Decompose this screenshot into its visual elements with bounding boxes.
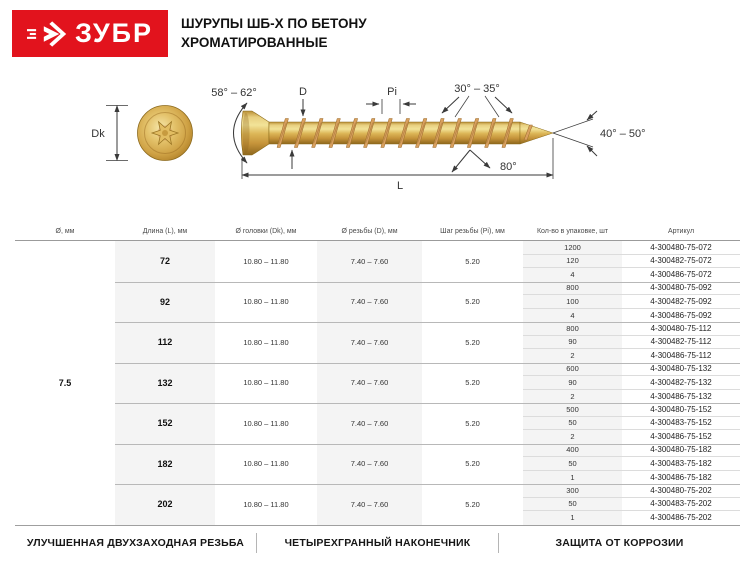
thread-diameter-value: 7.40 – 7.60 bbox=[350, 418, 389, 428]
table-row bbox=[523, 255, 740, 269]
pack-qty-value: 1200 bbox=[564, 242, 581, 252]
d-label: D bbox=[299, 86, 307, 98]
lower-angle-label: 80° bbox=[500, 161, 517, 173]
thread-angle-label: 30° – 35° bbox=[454, 83, 500, 95]
length-value: 72 bbox=[159, 256, 170, 267]
sku-value: 4-300480-75-112 bbox=[650, 323, 712, 333]
thread-angle-dimension bbox=[442, 96, 512, 117]
pack-rows bbox=[523, 282, 740, 323]
table-row bbox=[523, 403, 740, 417]
col-header-length: Длина (L), мм bbox=[142, 227, 188, 235]
pack-qty-value: 50 bbox=[568, 499, 577, 509]
pack-qty-value: 120 bbox=[566, 256, 579, 266]
head-diameter-value: 10.80 – 11.80 bbox=[243, 459, 289, 469]
length-value: 112 bbox=[157, 337, 173, 348]
pack-qty-value: 100 bbox=[566, 296, 579, 306]
table-row bbox=[523, 309, 740, 323]
length-value: 202 bbox=[157, 499, 173, 510]
pack-qty-value: 800 bbox=[566, 283, 579, 293]
pack-qty-value: 50 bbox=[568, 458, 577, 468]
pack-rows bbox=[523, 363, 740, 404]
pack-qty-value: 50 bbox=[568, 418, 577, 428]
col-header-pack-qty: Кол-во в упаковке, шт bbox=[536, 227, 609, 235]
length-value: 182 bbox=[157, 458, 173, 469]
pack-qty-value: 4 bbox=[570, 270, 575, 280]
thread-diameter-value: 7.40 – 7.60 bbox=[350, 297, 389, 307]
sku-value: 4-300486-75-132 bbox=[650, 391, 712, 401]
pack-rows bbox=[523, 484, 740, 525]
thread-diameter-value: 7.40 – 7.60 bbox=[350, 337, 389, 347]
table-row bbox=[523, 390, 740, 404]
sku-value: 4-300482-75-072 bbox=[650, 256, 712, 266]
head-diameter-value: 10.80 – 11.80 bbox=[243, 418, 289, 428]
sku-value: 4-300483-75-152 bbox=[650, 418, 712, 428]
sku-value: 4-300482-75-092 bbox=[650, 296, 712, 306]
table-row bbox=[523, 484, 740, 498]
pack-rows bbox=[523, 322, 740, 363]
screw-side-view bbox=[241, 111, 553, 155]
table-row bbox=[523, 430, 740, 444]
diameter-value: 7.5 bbox=[58, 377, 72, 388]
table-row bbox=[523, 295, 740, 309]
pack-qty-value: 2 bbox=[570, 432, 575, 442]
pack-rows bbox=[523, 403, 740, 444]
pack-qty-value: 800 bbox=[566, 323, 579, 333]
size-group bbox=[115, 444, 740, 485]
thread-diameter-value: 7.40 – 7.60 bbox=[350, 499, 389, 509]
pack-qty-value: 1 bbox=[570, 472, 575, 482]
pack-rows bbox=[523, 444, 740, 485]
page-title-line1: ШУРУПЫ ШБ-Х ПО БЕТОНУ bbox=[181, 16, 367, 31]
pack-qty-value: 2 bbox=[570, 391, 575, 401]
feature-bar bbox=[15, 524, 740, 562]
pitch-value: 5.20 bbox=[465, 337, 480, 347]
length-value: 132 bbox=[157, 377, 173, 388]
size-group bbox=[115, 484, 740, 525]
sku-value: 4-300486-75-202 bbox=[650, 513, 712, 523]
tip-angle-label: 40° – 50° bbox=[600, 128, 646, 140]
head-angle-label: 58° – 62° bbox=[211, 87, 257, 99]
zubr-arrow-icon bbox=[27, 17, 69, 51]
pack-qty-value: 500 bbox=[566, 404, 579, 414]
pack-qty-value: 4 bbox=[570, 310, 575, 320]
sku-value: 4-300486-75-112 bbox=[650, 351, 712, 361]
lower-angle-dimension bbox=[452, 150, 490, 172]
size-group bbox=[115, 241, 740, 282]
col-header-sku: Артикул bbox=[667, 227, 695, 235]
pack-qty-value: 90 bbox=[568, 377, 577, 387]
table-row bbox=[523, 336, 740, 350]
sku-value: 4-300486-75-092 bbox=[650, 310, 712, 320]
pitch-value: 5.20 bbox=[465, 418, 480, 428]
sku-value: 4-300482-75-112 bbox=[650, 337, 712, 347]
page-title-line2: ХРОМАТИРОВАННЫЕ bbox=[181, 35, 328, 50]
head-diameter-value: 10.80 – 11.80 bbox=[243, 297, 289, 307]
table-row bbox=[523, 511, 740, 525]
size-group bbox=[115, 282, 740, 323]
head-diameter-value: 10.80 – 11.80 bbox=[243, 337, 289, 347]
head-diameter-value: 10.80 – 11.80 bbox=[243, 499, 289, 509]
page-title bbox=[181, 14, 367, 52]
table-row bbox=[523, 498, 740, 512]
pi-dimension bbox=[366, 99, 416, 114]
thread-diameter-value: 7.40 – 7.60 bbox=[350, 378, 389, 388]
brand-name: ЗУБР bbox=[74, 18, 154, 48]
thread-diameter-value: 7.40 – 7.60 bbox=[350, 256, 389, 266]
pack-qty-value: 90 bbox=[568, 337, 577, 347]
screw-head-top-view bbox=[138, 106, 193, 161]
size-group bbox=[115, 322, 740, 363]
feature-tip: ЧЕТЫРЕХГРАННЫЙ НАКОНЕЧНИК bbox=[284, 537, 471, 549]
col-header-thread-d: Ø резьбы (D), мм bbox=[341, 227, 398, 235]
table-row bbox=[523, 457, 740, 471]
brand-logo bbox=[12, 10, 168, 57]
table-row bbox=[523, 417, 740, 431]
table-row bbox=[523, 349, 740, 363]
spec-table bbox=[15, 222, 740, 526]
pitch-value: 5.20 bbox=[465, 297, 480, 307]
sku-value: 4-300480-75-132 bbox=[650, 364, 712, 374]
sku-value: 4-300480-75-092 bbox=[650, 283, 712, 293]
dk-dimension bbox=[106, 106, 128, 161]
length-value: 92 bbox=[159, 296, 170, 307]
pack-qty-value: 600 bbox=[566, 364, 579, 374]
table-row bbox=[523, 444, 740, 458]
sku-value: 4-300486-75-072 bbox=[650, 270, 712, 280]
size-group bbox=[115, 403, 740, 444]
feature-thread: УЛУЧШЕННАЯ ДВУХЗАХОДНАЯ РЕЗЬБА bbox=[26, 537, 245, 549]
spec-table-header bbox=[15, 222, 740, 241]
head-diameter-value: 10.80 – 11.80 bbox=[243, 256, 289, 266]
pack-qty-value: 1 bbox=[570, 513, 575, 523]
pitch-value: 5.20 bbox=[465, 256, 480, 266]
sku-value: 4-300486-75-182 bbox=[650, 472, 712, 482]
sku-value: 4-300480-75-152 bbox=[650, 404, 712, 414]
table-row bbox=[523, 376, 740, 390]
table-row bbox=[523, 268, 740, 282]
sku-value: 4-300483-75-202 bbox=[650, 499, 712, 509]
table-row bbox=[523, 322, 740, 336]
col-header-head-d: Ø головки (Dk), мм bbox=[235, 227, 297, 235]
table-body bbox=[15, 241, 740, 526]
dk-label: Dk bbox=[91, 128, 105, 140]
size-groups bbox=[15, 241, 740, 525]
table-row bbox=[523, 282, 740, 296]
size-group bbox=[115, 363, 740, 404]
sku-value: 4-300486-75-152 bbox=[650, 432, 712, 442]
sku-value: 4-300480-75-202 bbox=[650, 485, 712, 495]
pack-qty-value: 2 bbox=[570, 351, 575, 361]
col-header-pitch: Шаг резьбы (Pi), мм bbox=[440, 227, 505, 235]
col-header-diameter: Ø, мм bbox=[55, 227, 75, 235]
l-label: L bbox=[396, 180, 404, 192]
thread-diameter-value: 7.40 – 7.60 bbox=[350, 459, 389, 469]
feature-coating: ЗАЩИТА ОТ КОРРОЗИИ bbox=[555, 537, 684, 549]
pi-label: Pi bbox=[387, 86, 397, 98]
length-value: 152 bbox=[157, 418, 173, 429]
table-row bbox=[523, 363, 740, 377]
sku-value: 4-300483-75-182 bbox=[650, 458, 712, 468]
pack-qty-value: 300 bbox=[566, 485, 579, 495]
sku-value: 4-300480-75-072 bbox=[650, 242, 712, 252]
pack-qty-value: 400 bbox=[566, 445, 579, 455]
sku-value: 4-300480-75-182 bbox=[650, 445, 712, 455]
head-diameter-value: 10.80 – 11.80 bbox=[243, 378, 289, 388]
pitch-value: 5.20 bbox=[465, 459, 480, 469]
pack-rows bbox=[523, 241, 740, 282]
sku-value: 4-300482-75-132 bbox=[650, 377, 712, 387]
table-row bbox=[523, 471, 740, 485]
pitch-value: 5.20 bbox=[465, 499, 480, 509]
screw-technical-drawing bbox=[0, 80, 750, 200]
tip-angle-dimension bbox=[553, 111, 597, 156]
pitch-value: 5.20 bbox=[465, 378, 480, 388]
table-row bbox=[523, 241, 740, 255]
